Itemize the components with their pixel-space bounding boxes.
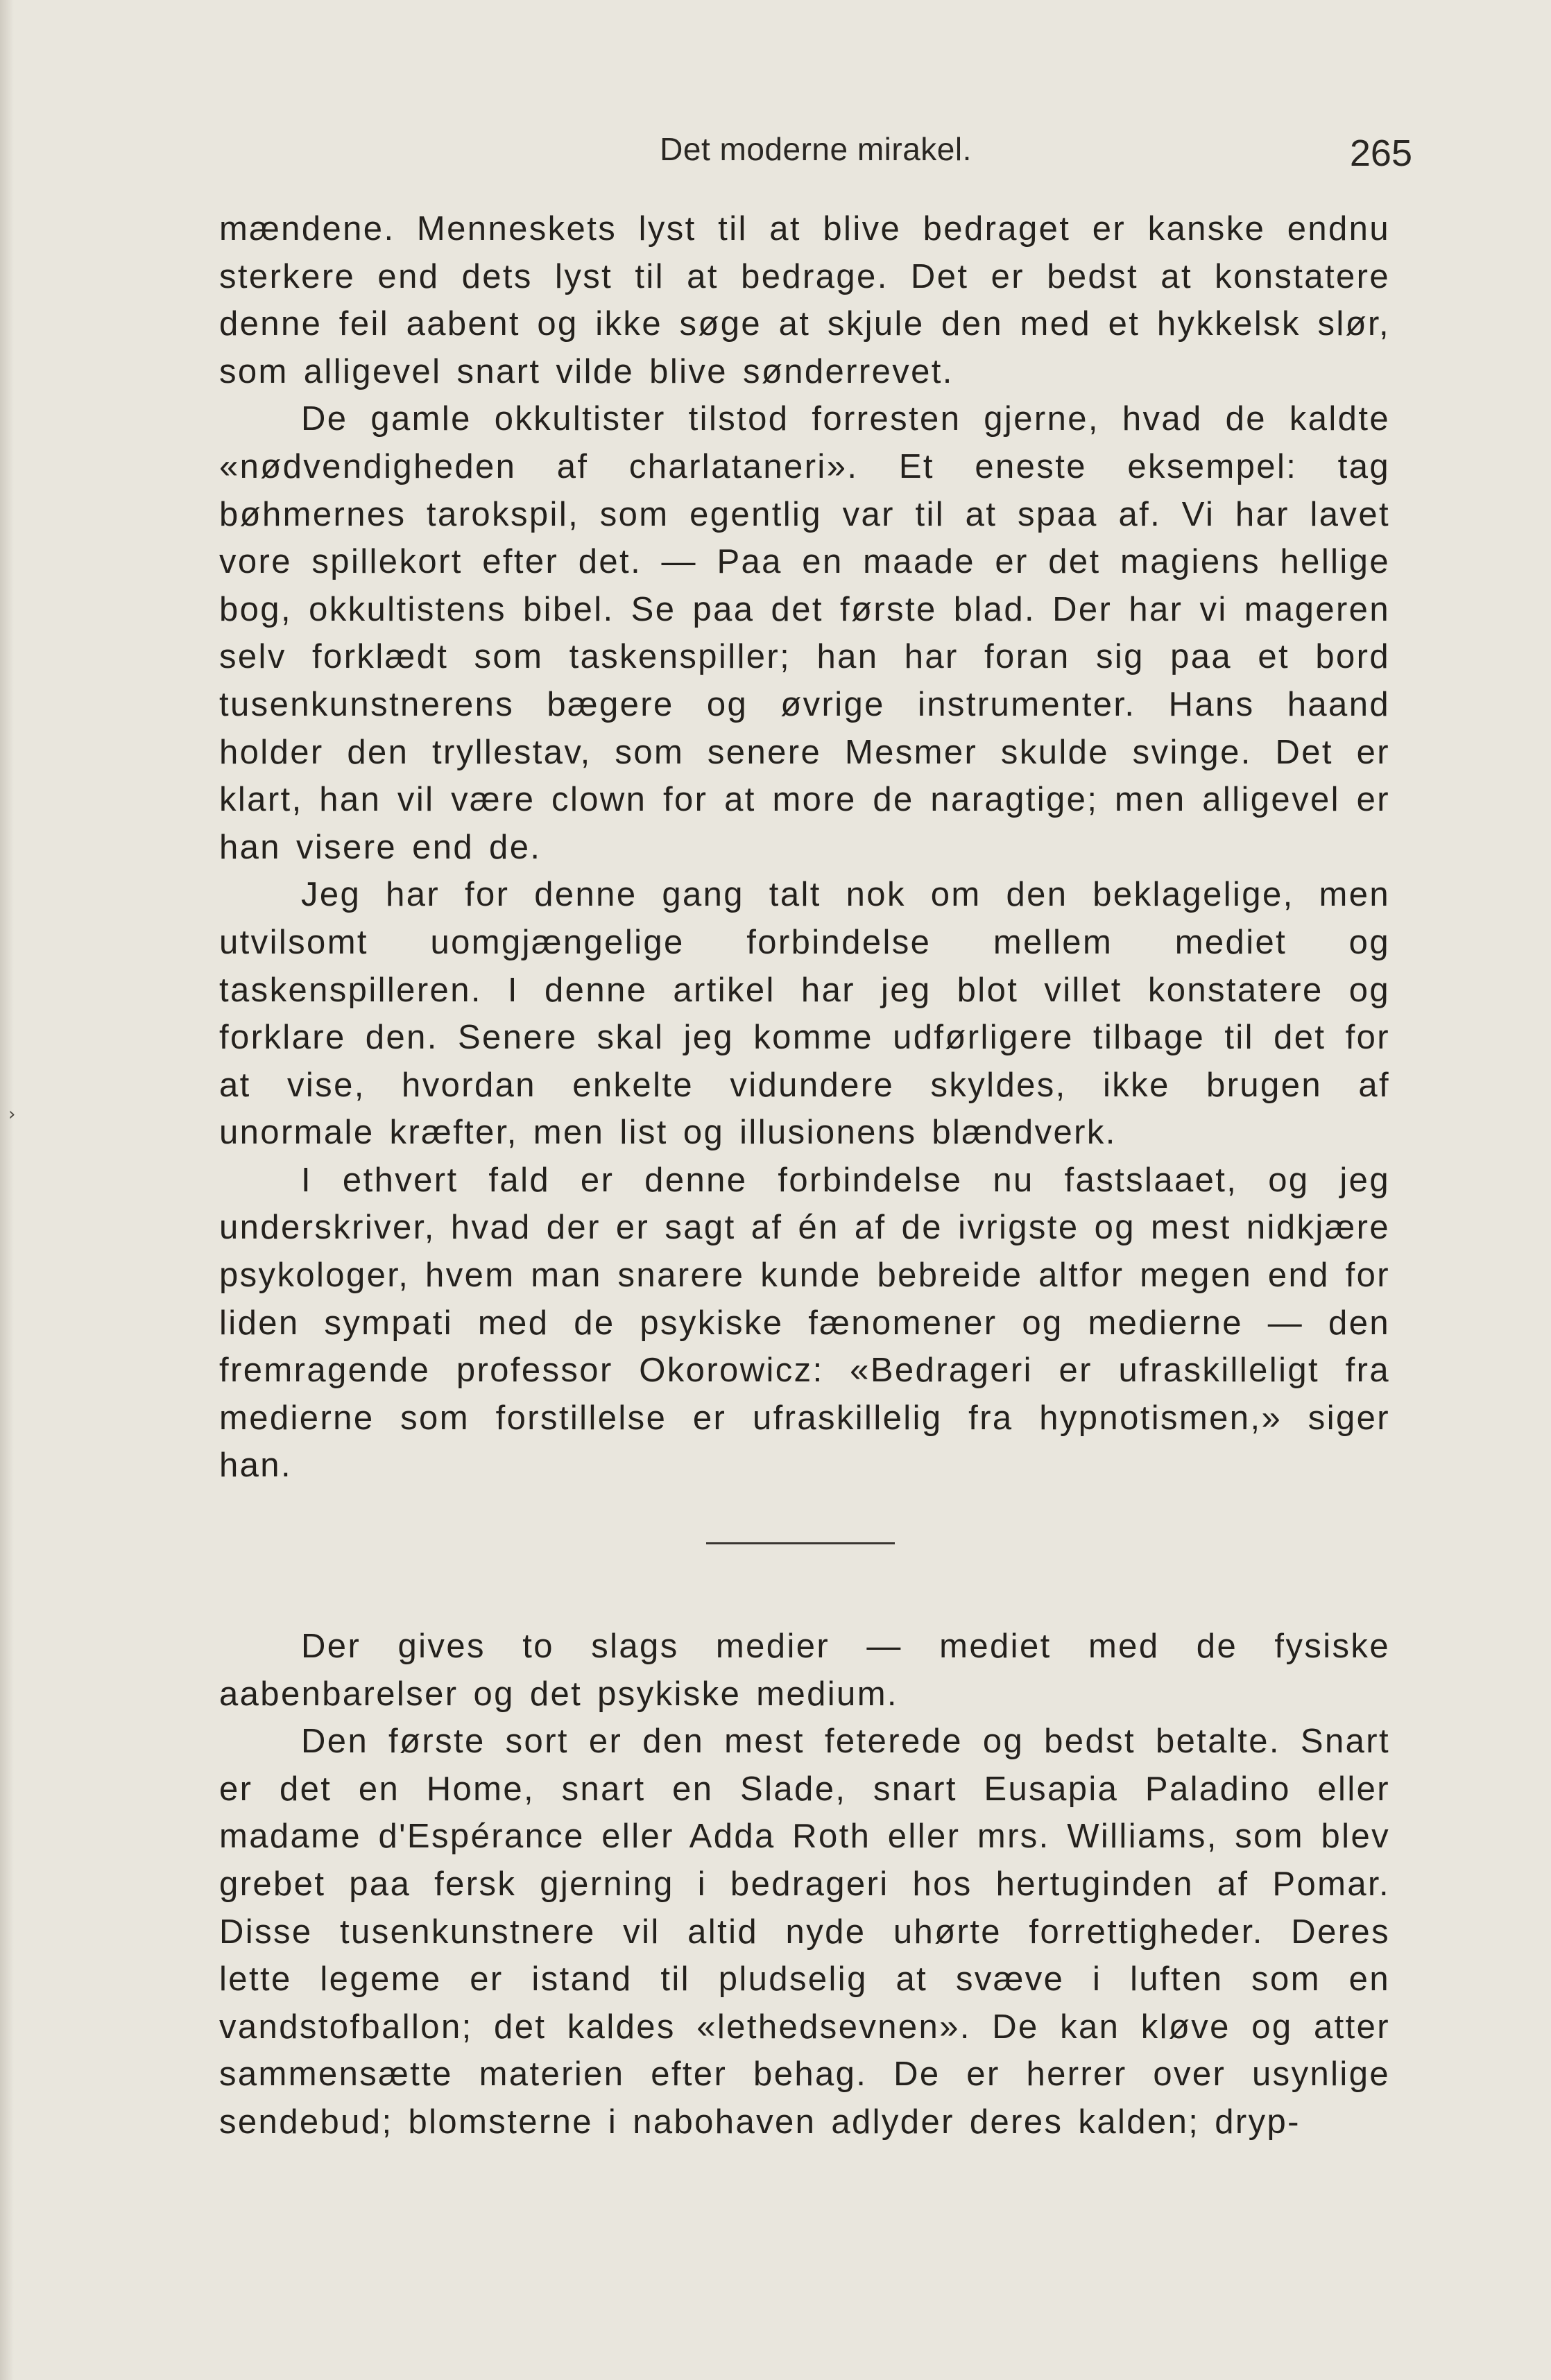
running-title: Det moderne mirakel.: [660, 131, 972, 167]
section-divider: [706, 1542, 895, 1544]
page-left-edge: [0, 0, 14, 2380]
paragraph: I ethvert fald er denne forbindelse nu fastslaaet, og jeg underskriver, hvad der er sagt af én af de ivrigste og mest nidkjære psykologer, hvem man snarere kunde bebreide altfor megen end for liden sympati med de psykiske fænomener og medierne — den fremragende professor Okorowicz: «Bedrageri er ufraskilleligt fra medierne som forstillelse er ufraskillelig fra hypnotismen,» siger han.: [219, 1161, 1390, 1485]
paragraph: Der gives to slags medier — mediet med de fysiske aabenbarelser og det psykiske medium.: [219, 1628, 1390, 1713]
text-section-1: [219, 205, 1390, 1490]
text-section-2: [219, 1623, 1390, 2146]
paragraph: Jeg har for denne gang talt nok om den beklagelige, men utvilsomt uomgjængelige forbindelse mellem mediet og taskenspilleren. I denne artikel har jeg blot villet konstatere og forklare den. Senere skal jeg komme udførligere tilbage til det for at vise, hvordan enkelte vidundere skyldes, ikke brugen af unormale kræfter, men list og illusionens blændverk.: [219, 876, 1390, 1152]
paragraph: mændene. Menneskets lyst til at blive bedraget er kanske endnu sterkere end dets lyst til at bedrage. Det er bedst at konstatere denne feil aabent og ikke søge at skjule den med et hykkelsk slør, som alligevel snart vilde blive sønderrevet.: [219, 210, 1390, 390]
paragraph: Den første sort er den mest feterede og bedst betalte. Snart er det en Home, snart en Slade, snart Eusapia Paladino eller madame d'Espérance eller Adda Roth eller mrs. Williams, som blev grebet paa fersk gjerning i bedrageri hos hertuginden af Pomar. Disse tusenkunstnere vil altid nyde uhørte forrettigheder. Deres lette legeme er istand til pludselig at svæve i luften som en vandstofballon; det kaldes «lethedsevnen». De kan kløve og atter sammensætte materien efter behag. De er herrer over usynlige sendebud; blomsterne i nabohaven adlyder deres kalden; dryp-: [219, 1723, 1390, 2141]
margin-mark: ›: [8, 1104, 16, 1125]
page-number: 265: [1349, 132, 1412, 174]
paragraph: De gamle okkultister tilstod forresten gjerne, hvad de kaldte «nødvendigheden af charlataneri». Et eneste eksempel: tag bøhmernes tarokspil, som egentlig var til at spaa af. Vi har lavet vore spillekort efter det. — Paa en maade er det magiens hellige bog, okkultistens bibel. Se paa det første blad. Der har vi mageren selv forklædt som taskenspiller; han har foran sig paa et bord tusenkunstnerens bægere og øvrige instrumenter. Hans haand holder den tryllestav, som senere Mesmer skulde svinge. Det er klart, han vil være clown for at more de naragtige; men alligevel er han visere end de.: [219, 400, 1390, 866]
page-header: [219, 125, 1412, 180]
